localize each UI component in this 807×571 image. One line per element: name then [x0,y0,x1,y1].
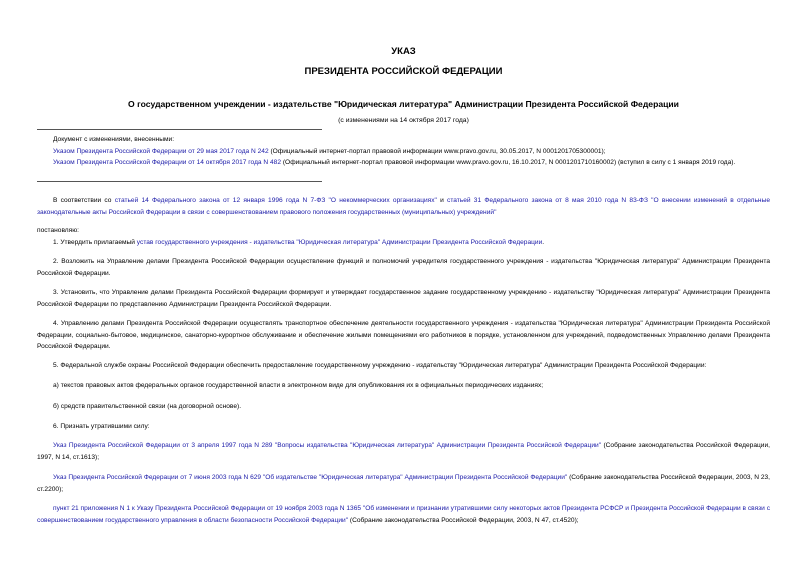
change-link-2[interactable]: Указом Президента Российской Федерации от 14 октября 2017 года N 482 [53,159,282,167]
edition-note: (с изменениями на 14 октября 2017 года) [338,117,469,124]
point-5: 5. Федеральной службе охраны Российской Федерации обеспечить предоставление государственному учреждению - издательству "Юридическая литература" Администрации Президента Российской Федерации: [53,362,707,369]
decree-word: постановляю: [37,227,80,234]
law-link-1[interactable]: статьей 14 Федерального закона от 12 января 1996 года N 7-ФЗ "О некоммерческих организациях" [114,197,437,204]
repealed-act-2 [37,472,770,495]
change-item [37,157,770,169]
repealed-source-2: (Собрание законодательства Российской Федерации, 2003, N 23, ст.2200); [37,474,770,493]
document-title: О государственном учреждении - издательстве "Юридическая литература" Администрации Президента Российской Федерации [128,99,679,109]
preamble [37,195,770,218]
point-1-text: 1. Утвердить прилагаемый [53,239,137,246]
issuer-heading: ПРЕЗИДЕНТА РОССИЙСКОЙ ФЕДЕРАЦИИ [304,66,503,77]
preamble-text-1: В соответствии со [53,197,115,204]
change-source-2: (Официальный интернет-портал правовой информации www.pravo.gov.ru, 16.10.2017, N 0001201710160002) (вступил в силу с 1 января 2019 года). [281,159,736,167]
point-5b: б) средств правительственной связи (на договорной основе). [53,403,242,410]
repealed-act-3 [37,503,770,526]
divider-top [37,129,322,130]
doc-type-heading: УКАЗ [391,46,416,57]
repealed-act-1 [37,440,770,463]
charter-link[interactable]: устав государственного учреждения - издательства "Юридическая литература" Администрации Президента Российской Федерации [136,239,543,246]
preamble-text-2: и [436,197,448,204]
point-3: 3. Установить, что Управление делами Президента Российской Федерации формирует и утверждает государственное задание государственному учреждению - издательству "Юридическая литература" Администрации Президента Российской Федерации по представлению Администрации Президента Российской Федерации. [37,289,770,308]
point-6: 6. Признать утратившими силу: [53,423,150,430]
repealed-source-3: (Собрание законодательства Российской Федерации, 2003, N 47, ст.4520); [348,516,579,524]
point-4: 4. Управлению делами Президента Российской Федерации осуществлять транспортное обеспечение деятельности государственного учреждения - издательства "Юридическая литература" Администрации Президента Российской Федерации, социально-бытовое, медицинское, санаторно-курортное обслуживание и обеспечение жилыми помещениями его работников в порядке, установленном для учреждений, подведомственных Управлению делами Президента Российской Федерации. [37,320,770,351]
point-1 [37,237,770,249]
change-item [53,146,770,158]
repealed-link-3[interactable]: пункт 21 приложения N 1 к Указу Президента Российской Федерации от 19 ноября 2003 года N 1365 "Об изменении и признании утратившими силу некоторых актов Президента РСФСР и Президента Российской Федерации в связи с совершенствованием государственного управления в области безопасности Российской Федерации" [37,505,770,524]
change-link-1[interactable]: Указом Президента Российской Федерации от 29 мая 2017 года N 242 [53,147,269,155]
point-2: 2. Возложить на Управление делами Президента Российской Федерации осуществление функций и полномочий учредителя государственного учреждения - издательства "Юридическая литература" Администрации Президента Российской Федерации. [37,258,770,277]
law-link-2[interactable]: статьей 31 Федерального закона от 8 мая 2010 года N 83-ФЗ "О внесении изменений в отдельные законодательные акты Российской Федерации в связи с совершенствованием правового положения государственных (муниципальных) учреждений" [37,197,770,216]
repealed-link-2[interactable]: Указ Президента Российской Федерации от 7 июня 2003 года N 629 "Об издательстве "Юридическая литература" Администрации Президента Российской Федерации" [53,474,568,481]
point-1-end: . [542,239,545,246]
changes-caption: Документ с изменениями, внесенными: [53,136,175,143]
point-5a: а) текстов правовых актов федеральных органов государственной власти в электронном виде для опубликования их в официальных периодических изданиях; [53,382,544,389]
changes-list [53,134,770,169]
change-source-1: (Официальный интернет-портал правовой информации www.pravo.gov.ru, 30.05.2017, N 0001201705300001); [268,147,606,155]
divider-bottom [37,181,322,182]
repealed-link-1[interactable]: Указ Президента Российской Федерации от 3 апреля 1997 года N 289 "Вопросы издательства "Юридическая литература" Администрации Президента Российской Федерации" [53,442,602,449]
repealed-source-1: (Собрание законодательства Российской Федерации, 1997, N 14, ст.1613); [37,442,770,461]
